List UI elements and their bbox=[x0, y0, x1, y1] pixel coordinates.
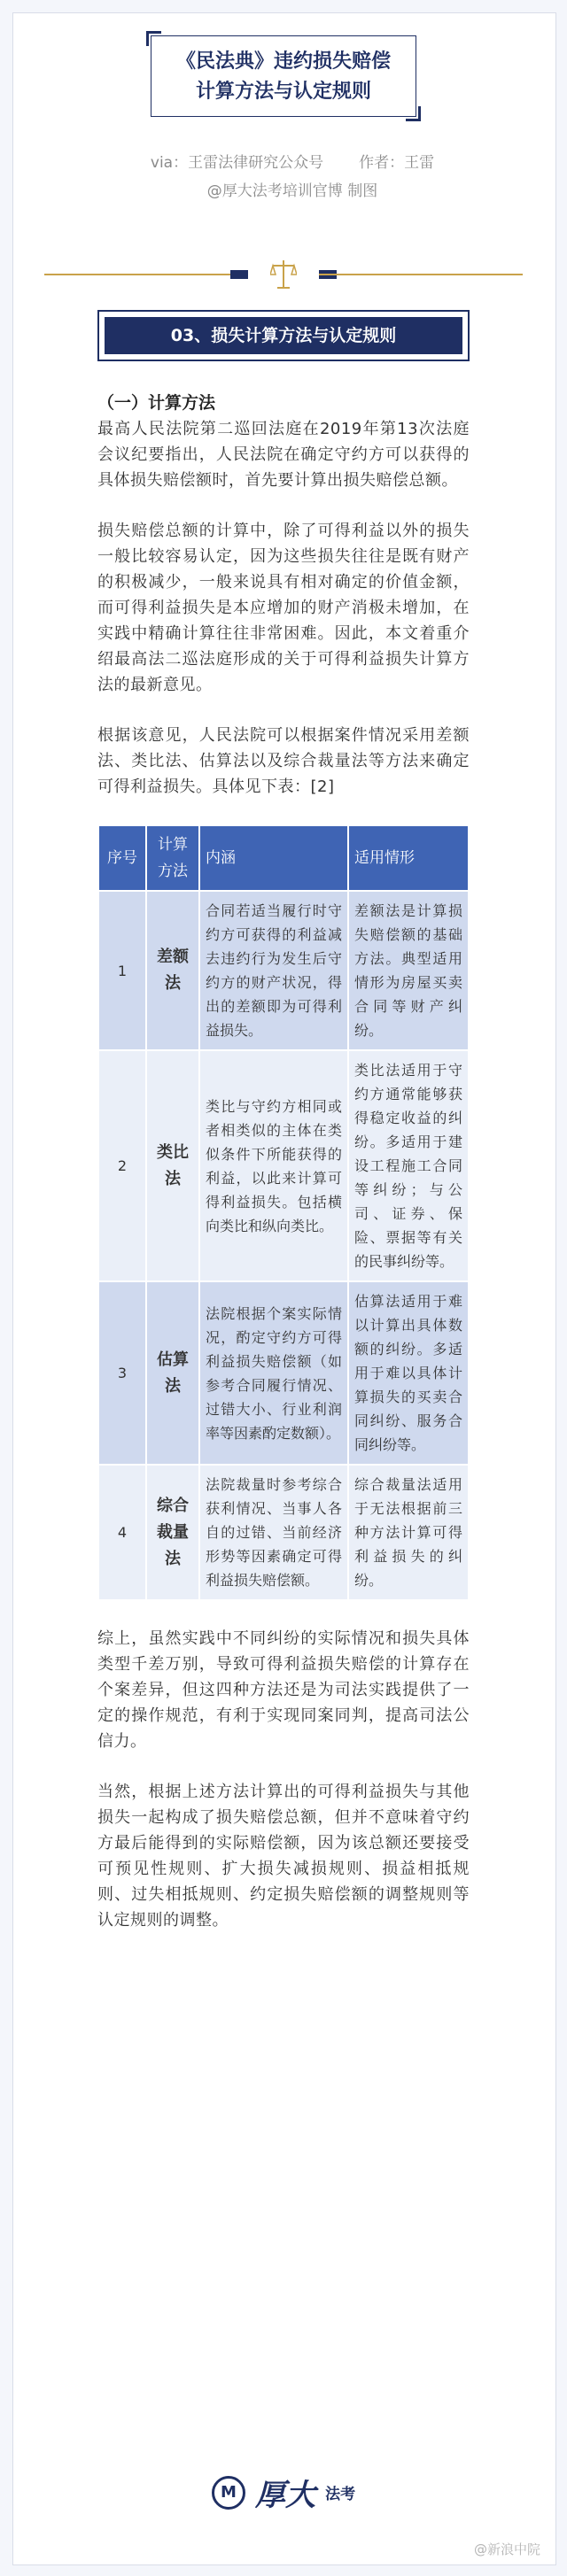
brand-logo-icon bbox=[212, 2476, 245, 2510]
row-scope: 估算法适用于难以计算出具体数额的纠纷。多适用于难以具体计算损失的买卖合同纠纷、服务合同纠纷等。 bbox=[348, 1281, 469, 1465]
sub-heading: （一）计算方法 bbox=[97, 393, 216, 413]
row-content: 类比与守约方相同或者相类似的主体在类似条件下所能获得的利益，以此来计算可得利益损失。包括横向类比和纵向类比。 bbox=[199, 1050, 348, 1281]
row-no: 4 bbox=[98, 1465, 146, 1600]
paragraph-4: 综上，虽然实践中不同纠纷的实际情况和损失具体类型千差万别，导致可得利益损失赔偿的计算存在个案差异，但这四种方法还是为司法实践提供了一定的操作规范，有利于实现同案同判，提高司法公信力。 bbox=[97, 1629, 470, 1751]
header-no: 序号 bbox=[98, 825, 146, 891]
paragraph-1: 最高人民法院第二巡回法庭在2019年第13次法庭会议纪要指出，人民法院在确定守约方可以获得的具体损失赔偿额时，首先要计算出损失赔偿总额。 bbox=[97, 420, 470, 490]
row-scope: 综合裁量法适用于无法根据前三种方法计算可得利益损失的纠纷。 bbox=[348, 1465, 469, 1600]
row-method: 综合裁量法 bbox=[146, 1465, 199, 1600]
header-method: 计算方法 bbox=[146, 825, 199, 891]
brand-suffix: 法考 bbox=[325, 2486, 356, 2503]
logo-mark: M bbox=[220, 2482, 237, 2502]
title-box bbox=[151, 35, 416, 117]
divider-line-left bbox=[44, 274, 248, 275]
table-row bbox=[98, 1050, 469, 1281]
credit-source: via：王雷法律研究公众号 bbox=[150, 154, 324, 172]
divider-dash-left bbox=[230, 270, 248, 279]
scales-of-justice-icon bbox=[270, 257, 297, 292]
row-content: 合同若适当履行时守约方可获得的利益减去违约行为发生后守约方的财产状况，得出的差额即为可得利益损失。 bbox=[199, 891, 348, 1050]
table-row bbox=[98, 891, 469, 1050]
table-row bbox=[98, 1465, 469, 1600]
paragraph-2: 损失赔偿总额的计算中，除了可得利益以外的损失一般比较容易认定，因为这些损失往往是既有财产的积极减少，一般来说具有相对确定的价值金额，而可得利益损失是本应增加的财产消极未增加，在实践中精确计算往往非常困难。因此，本文着重介绍最高法二巡法庭形成的关于可得利益损失计算方法的最新意见。 bbox=[97, 522, 470, 694]
row-content: 法院根据个案实际情况，酌定守约方可得利益损失赔偿额（如参考合同履行情况、过错大小、行业利润率等因素酌定数额）。 bbox=[199, 1281, 348, 1465]
paragraph-5: 当然，根据上述方法计算出的可得利益损失与其他损失一起构成了损失赔偿总额，但并不意味着守约方最后能得到的实际赔偿额，因为该总额还要接受可预见性规则、扩大损失减损规则、损益相抵规则、过失相抵规则、约定损失赔偿额的调整规则等认定规则的调整。 bbox=[97, 1783, 470, 1930]
row-method: 类比法 bbox=[146, 1050, 199, 1281]
title-line-1: 《民法典》违约损失赔偿 bbox=[175, 50, 391, 73]
credit-author: 作者：王雷 bbox=[359, 154, 435, 172]
credits bbox=[97, 149, 487, 205]
article-content bbox=[97, 372, 470, 1958]
row-scope: 类比法适用于守约方通常能够获得稳定收益的纠纷。多适用于建设工程施工合同等纠纷；与公司、证券、保险、票据等有关的民事纠纷等。 bbox=[348, 1050, 469, 1281]
row-scope: 差额法是计算损失赔偿额的基础方法。典型适用情形为房屋买卖合同等财产纠纷。 bbox=[348, 891, 469, 1050]
section-heading: 03、损失计算方法与认定规则 bbox=[105, 317, 462, 354]
row-method: 估算法 bbox=[146, 1281, 199, 1465]
title-line-2: 计算方法与认定规则 bbox=[195, 81, 371, 103]
header-content: 内涵 bbox=[199, 825, 348, 891]
row-no: 1 bbox=[98, 891, 146, 1050]
row-no: 2 bbox=[98, 1050, 146, 1281]
watermark: @新浪中院 bbox=[473, 2541, 540, 2557]
section-heading-box bbox=[97, 310, 470, 361]
table-header-row bbox=[98, 825, 469, 891]
row-method: 差额法 bbox=[146, 891, 199, 1050]
calculation-methods-table bbox=[97, 824, 470, 1601]
row-content: 法院裁量时参考综合获利情况、当事人各自的过错、当前经济形势等因素确定可得利益损失赔偿额。 bbox=[199, 1465, 348, 1600]
brand-name: 厚大 bbox=[255, 2478, 315, 2513]
footer-logo bbox=[0, 2471, 567, 2524]
divider-line-right bbox=[319, 274, 523, 275]
credit-chart: @厚大法考培训官博 制图 bbox=[206, 182, 378, 200]
table-row bbox=[98, 1281, 469, 1465]
header-scope: 适用情形 bbox=[348, 825, 469, 891]
row-no: 3 bbox=[98, 1281, 146, 1465]
paragraph-3: 根据该意见，人民法院可以根据案件情况采用差额法、类比法、估算法以及综合裁量法等方法来确定可得利益损失。具体见下表：[2] bbox=[97, 726, 470, 796]
scales-divider bbox=[44, 257, 523, 292]
